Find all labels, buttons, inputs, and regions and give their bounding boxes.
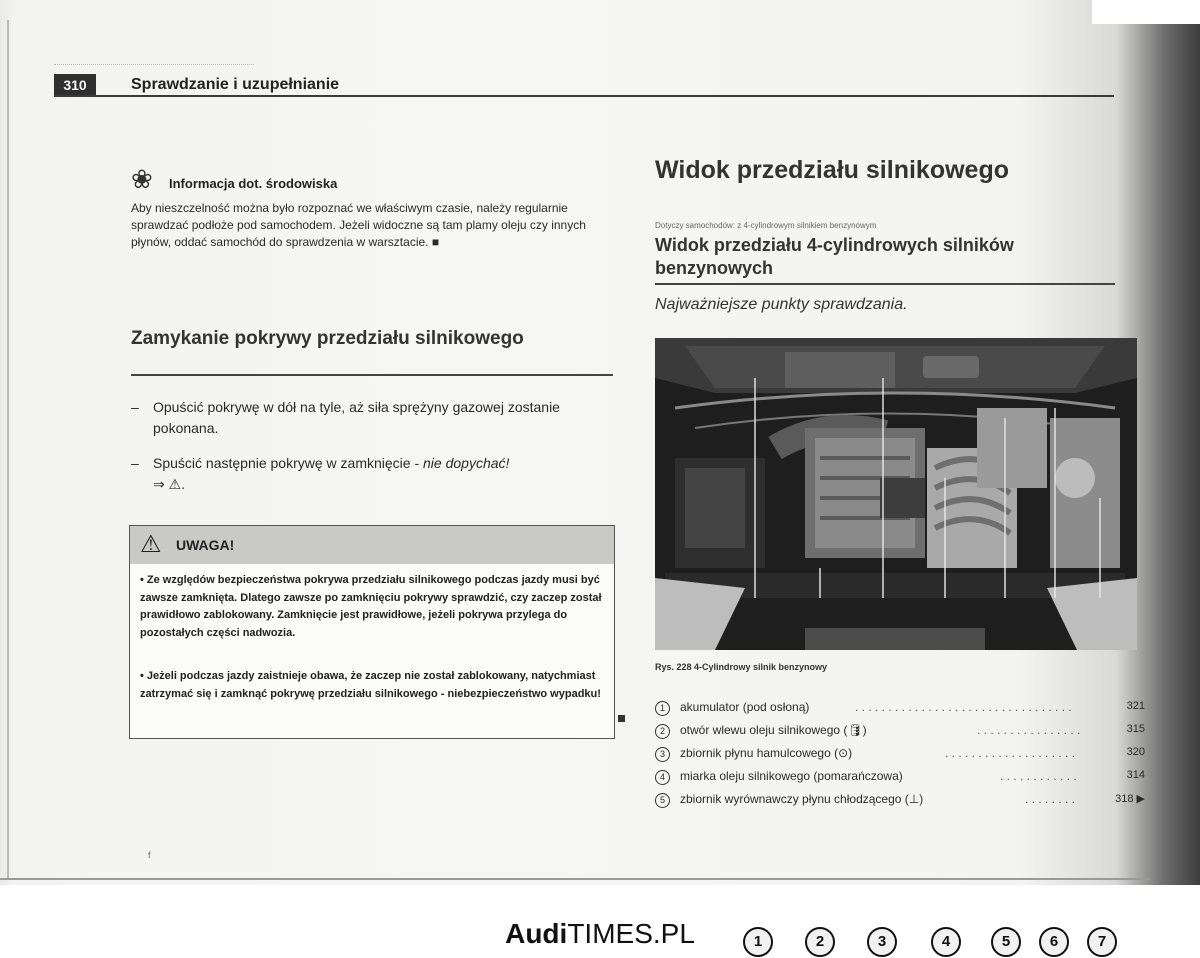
end-marker — [618, 715, 625, 722]
legend-text: zbiornik wyrównawczy płynu chłodzącego (⊥) — [680, 792, 924, 806]
step-text: Spuścić następnie pokrywę w zamknięcie - — [153, 455, 424, 471]
warning-reference: ⇒ ⚠. — [153, 476, 186, 492]
page-spine — [7, 20, 9, 880]
legend-text: otwór wlewu oleju silnikowego (🛢) — [680, 723, 867, 737]
brand-watermark — [0, 918, 1200, 950]
section-rule — [131, 374, 613, 376]
engine-view-lead: Najważniejsze punkty sprawdzania. — [655, 296, 908, 313]
legend-text: miarka oleju silnikowego (pomarańczowa) — [680, 769, 903, 783]
legend-text: akumulator (pod osłoną) — [680, 700, 810, 714]
engine-view-title: Widok przedziału silnikowego — [655, 156, 1009, 184]
engine-view-subtitle: Widok przedziału 4-cylindrowych silników benzynowych — [655, 235, 1014, 278]
figure-callout-4: 4 — [931, 927, 961, 957]
legend-item — [655, 723, 1145, 741]
figure-callout-6: 6 — [1039, 927, 1069, 957]
warning-triangle-icon: ⚠ — [140, 531, 162, 558]
page-number: 310 — [54, 74, 96, 96]
figure-callout-1: 1 — [743, 927, 773, 957]
section-header: Sprawdzanie i uzupełnianie — [131, 76, 340, 93]
legend-page: 318 ▶ — [1115, 793, 1145, 805]
engine-illustration — [655, 338, 1137, 650]
legend-page: 320 — [1126, 746, 1145, 758]
environment-title: Informacja dot. środowiska — [169, 176, 338, 191]
step-text: Opuścić pokrywę w dół na tyle, aż siła sprężyny gazowej zostanie pokonana. — [153, 399, 560, 436]
warning-paragraph-1: • Ze względów bezpieczeństwa pokrywa przedziału silnikowego podczas jazdy musi być zawsze zamknięta. Dlatego zawsze po zamknięciu pokrywy sprawdzić, czy zaczep został prawidłowo zablokowany. Zamknięcie jest prawidłowe, jeżeli pokrywa przylega do pozostałych części nadwozia. — [140, 574, 602, 639]
figure-callout-2: 2 — [805, 927, 835, 957]
legend-text: zbiornik płynu hamulcowego (⊙) — [680, 746, 853, 760]
subtitle-rule — [655, 283, 1115, 285]
applies-to-note: Dotyczy samochodów: z 4-cylindrowym silnikiem benzynowym — [655, 221, 877, 230]
legend-number: 2 — [655, 724, 670, 739]
warning-box — [129, 525, 615, 739]
legend-item — [655, 792, 1145, 810]
legend-number: 5 — [655, 793, 670, 808]
closing-step-2 — [131, 453, 621, 495]
leader-dots: . . . . . . . . . . . . . . . . . . . . . . . . . . . . . . . . . — [855, 700, 1072, 714]
footer-mark: f — [148, 850, 151, 860]
leader-dots: . . . . . . . . . . . . — [1000, 769, 1077, 783]
leader-dots: . . . . . . . . . . . . . . . . . . . . — [945, 746, 1076, 760]
closing-step-1 — [131, 397, 621, 439]
figure-callout-3: 3 — [867, 927, 897, 957]
leader-dots: . . . . . . . . . . . . . . . . — [977, 723, 1081, 737]
warning-paragraph-2: • Jeżeli podczas jazdy zaistnieje obawa, że zaczep nie został zablokowany, natychmiast zatrzymać się i zamknąć pokrywę przedziału silnikowego - niebezpieczeństwo wypadku! — [140, 670, 601, 700]
figure-callout-5: 5 — [991, 927, 1021, 957]
environment-text: Aby nieszczelność można było rozpoznać we właściwym czasie, należy regularnie sprawdzać podłoże pod samochodem. Jeżeli widoczne są tam plamy oleju czy innych płynów, oddać samochód do sprawdzenia w warsztacie. ■ — [131, 201, 586, 249]
brand-bold: Audi — [505, 918, 568, 949]
flower-icon: ❀ — [131, 164, 153, 194]
warning-header — [130, 526, 614, 564]
step-emphasis: nie dopychać! — [423, 455, 510, 471]
step-text-wrapper — [153, 453, 621, 495]
legend-page: 321 — [1126, 700, 1145, 712]
figure-callout-7: 7 — [1087, 927, 1117, 957]
step-dash: – — [131, 399, 139, 415]
figure-caption: Rys. 228 4-Cylindrowy silnik benzynowy — [655, 662, 828, 672]
legend-number: 4 — [655, 770, 670, 785]
top-dotted-line — [54, 64, 254, 65]
legend-item — [655, 769, 1145, 787]
page-corner — [1092, 0, 1200, 24]
legend-number: 3 — [655, 747, 670, 762]
page-bottom-edge — [0, 878, 1150, 880]
legend-page: 315 — [1126, 723, 1145, 735]
legend-page: 314 — [1126, 769, 1145, 781]
legend-item — [655, 700, 1145, 718]
step-dash: – — [131, 455, 139, 471]
warning-title: UWAGA! — [176, 537, 235, 553]
legend-number: 1 — [655, 701, 670, 716]
closing-section-title: Zamykanie pokrywy przedziału silnikowego — [131, 328, 524, 349]
header-rule — [54, 95, 1114, 97]
leader-dots: . . . . . . . . — [1025, 792, 1076, 806]
legend-item — [655, 746, 1145, 764]
brand-light: TIMES.PL — [567, 918, 695, 949]
